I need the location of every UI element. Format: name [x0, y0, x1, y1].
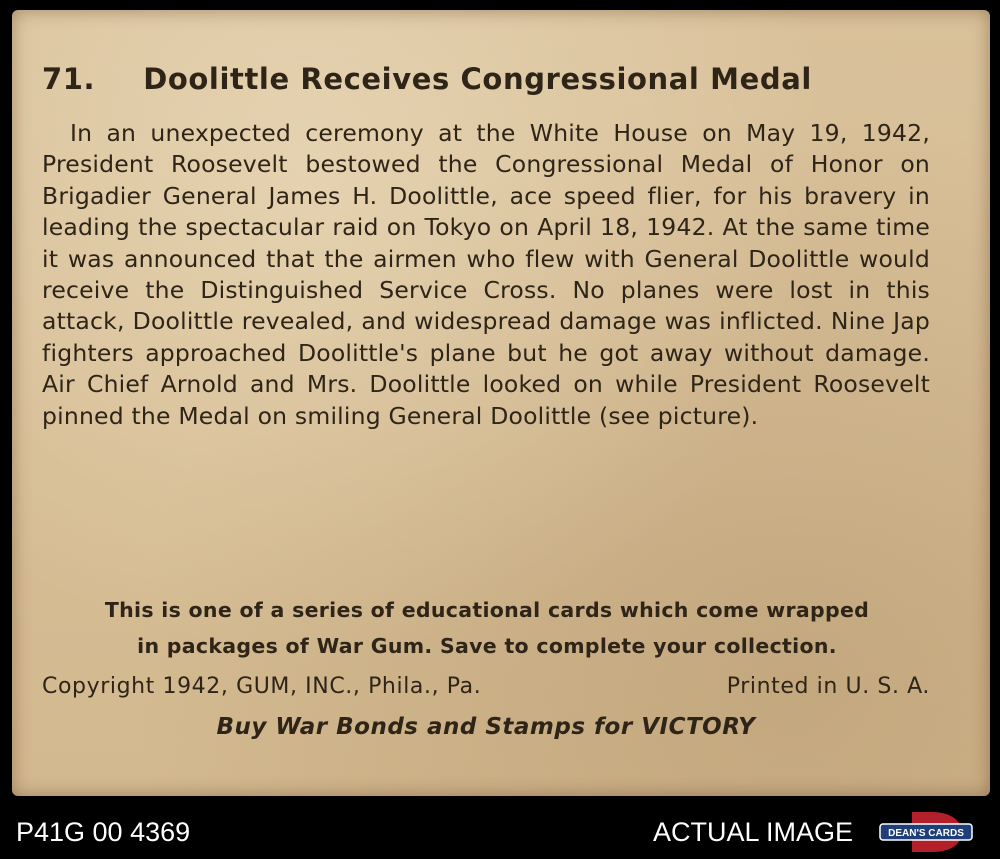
card-title-row [42, 62, 942, 96]
card-number: 71. [42, 62, 96, 96]
certification-id: P41G 00 4369 [16, 817, 191, 847]
card-title: Doolittle Receives Congressional Medal [143, 62, 812, 96]
promo-line-1: This is one of a series of educational cards which come wrapped [104, 598, 870, 622]
copyright-row [42, 674, 930, 699]
promo-line-2: in packages of War Gum. Save to complete your collection. [137, 634, 837, 658]
logo-text: DEAN'S CARDS [888, 828, 964, 839]
trading-card-back [12, 10, 990, 796]
copyright-text: Copyright 1942, GUM, INC., Phila., Pa. [42, 674, 482, 699]
card-description [42, 118, 930, 432]
war-bonds-slogan: Buy War Bonds and Stamps for VICTORY [216, 714, 756, 740]
deans-cards-logo [878, 810, 974, 854]
listing-footer [0, 800, 1000, 859]
printed-in-text: Printed in U. S. A. [726, 674, 930, 699]
actual-image-label: ACTUAL IMAGE [653, 817, 854, 847]
promo-text [42, 592, 932, 664]
card-description-text: In an unexpected ceremony at the White House on May 19, 1942, President Roosevelt bestowed the Congressional Medal of Honor on Brigadier General James H. Doolittle, ace speed flier, for his bravery in leading the spectacular raid on Tokyo on April 18, 1942. At the same time it was announced that the airmen who flew with General Doolittle would receive the Distinguished Service Cross. No planes were lost in this attack, Doolittle revealed, and widespread damage was inflicted. Nine Jap fighters approached Doolittle's plane but he got away without damage. Air Chief Arnold and Mrs. Doolittle looked on while President Roosevelt pinned the Medal on smiling General Doolittle (see picture). [42, 119, 930, 430]
